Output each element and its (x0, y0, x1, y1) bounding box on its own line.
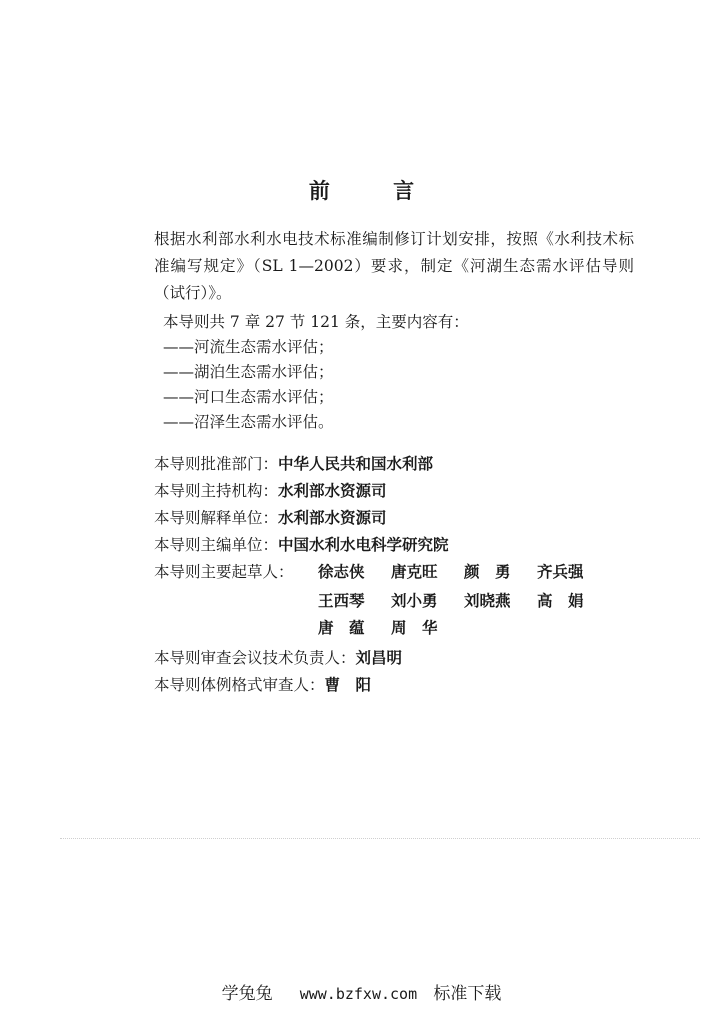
footer-site-link[interactable]: www.bzfxw.com (299, 985, 418, 1003)
drafter-name: 齐兵强 (537, 563, 584, 581)
drafter-name: 刘晓燕 (464, 592, 511, 610)
info-format-reviewer (154, 672, 371, 699)
footer-brand: 学兔兔 (221, 984, 273, 1004)
contents-item-lake: ——湖泊生态需水评估； (163, 363, 334, 381)
info-tech-reviewer (154, 645, 402, 672)
info-label: 本导则批准部门： (154, 455, 279, 473)
contents-item-marsh: ——沼泽生态需水评估。 (163, 413, 334, 431)
info-value: 中国水利水电科学研究院 (278, 536, 449, 554)
info-label: 本导则审查会议技术负责人： (154, 649, 356, 667)
drafter-name: 高 娟 (537, 592, 584, 610)
drafter-name: 唐克旺 (391, 563, 438, 581)
info-label: 本导则解释单位： (154, 509, 279, 527)
info-chief-unit (154, 532, 449, 559)
drafter-name: 王西琴 (318, 592, 365, 610)
contents-intro: 本导则共 7 章 27 节 121 条，主要内容有： (163, 313, 469, 331)
info-value: 刘昌明 (355, 649, 403, 667)
info-label: 本导则主编单位： (154, 536, 279, 554)
scan-divider (60, 838, 700, 839)
info-value: 水利部水资源司 (278, 509, 387, 527)
info-value: 水利部水资源司 (278, 482, 387, 500)
footer-download-text: 标准下载 (433, 984, 502, 1004)
drafter-name: 徐志侠 (318, 563, 365, 581)
page-title: 前 言 (308, 179, 443, 203)
info-approving-dept (154, 451, 433, 478)
info-interpret-unit (154, 505, 387, 532)
intro-paragraph: 根据水利部水利水电技术标准编制修订计划安排，按照《水利技术标准编写规定》（SL 1—2002）要求，制定《河湖生态需水评估导则（试行）》。 (154, 230, 634, 302)
info-value: 曹 阳 (324, 676, 372, 694)
info-value: 中华人民共和国水利部 (278, 455, 434, 473)
info-label: 本导则体例格式审查人： (154, 676, 325, 694)
drafter-name: 颜 勇 (464, 563, 511, 581)
info-host-org (154, 478, 387, 505)
contents-item-estuary: ——河口生态需水评估； (163, 388, 334, 406)
info-label: 本导则主持机构： (154, 482, 279, 500)
footer-watermark (0, 982, 723, 1006)
drafter-name: 周 华 (391, 619, 438, 637)
contents-item-river: ——河流生态需水评估； (163, 338, 334, 356)
drafter-name: 刘小勇 (391, 592, 438, 610)
info-drafters-label: 本导则主要起草人： (154, 563, 294, 581)
drafter-name: 唐 蕴 (318, 619, 365, 637)
